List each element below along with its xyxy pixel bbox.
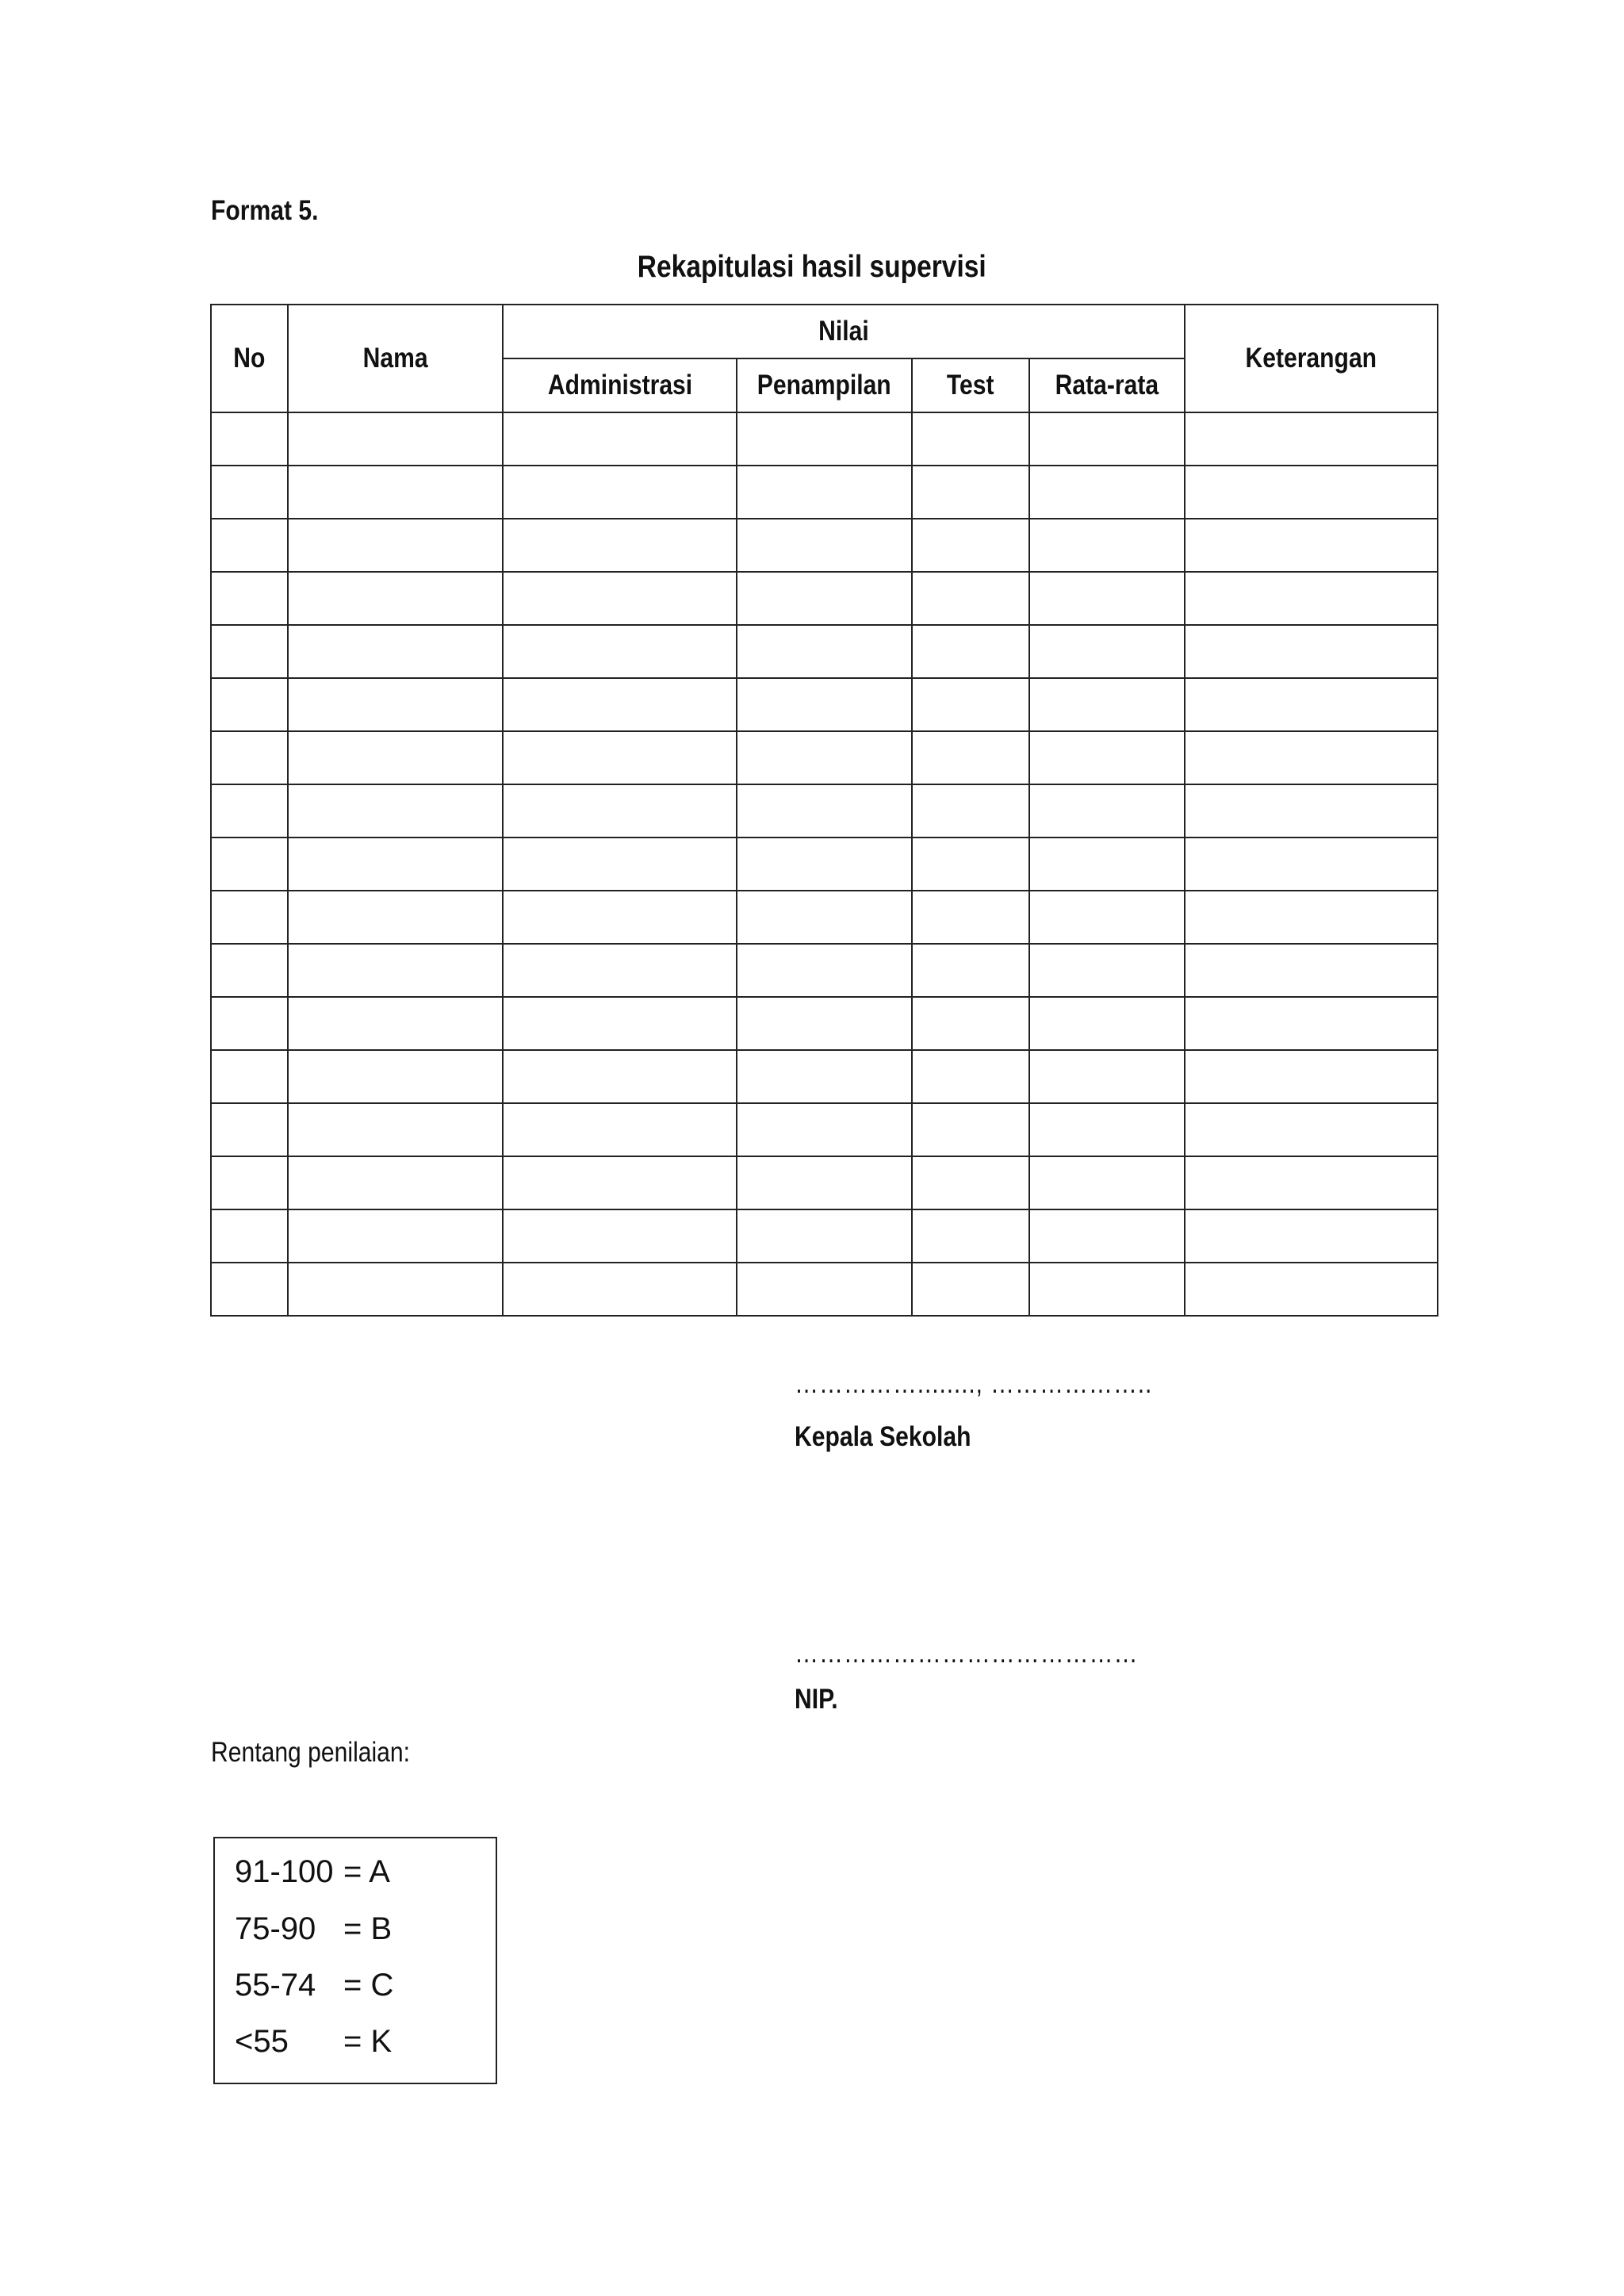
table-cell (1029, 784, 1185, 838)
table-row (211, 625, 1438, 678)
table-cell (912, 466, 1029, 519)
table-cell (503, 784, 737, 838)
table-cell (737, 678, 912, 731)
grading-range-label: Rentang penilaian: (211, 1737, 411, 1768)
table-cell (912, 838, 1029, 891)
table-cell (503, 519, 737, 572)
table-cell (912, 412, 1029, 466)
recap-table (210, 304, 1438, 1317)
table-cell (503, 1103, 737, 1156)
table-cell (737, 519, 912, 572)
table-cell (211, 731, 288, 784)
header-nilai: Nilai (503, 305, 1185, 358)
table-cell (288, 466, 503, 519)
table-cell (1029, 519, 1185, 572)
table-cell (1185, 572, 1438, 625)
date-place-line: ……………........, ……………….. (795, 1368, 1153, 1399)
table-cell (288, 944, 503, 997)
table-row (211, 1156, 1438, 1209)
table-cell (1029, 1209, 1185, 1263)
table-cell (737, 572, 912, 625)
grading-box (213, 1837, 497, 2084)
table-row (211, 784, 1438, 838)
table-cell (211, 1050, 288, 1103)
table-cell (1029, 891, 1185, 944)
table-cell (211, 997, 288, 1050)
table-cell (503, 1156, 737, 1209)
table-cell (912, 625, 1029, 678)
table-cell (1185, 1103, 1438, 1156)
table-body (211, 412, 1438, 1316)
table-cell (288, 997, 503, 1050)
table-cell (912, 784, 1029, 838)
table-cell (288, 572, 503, 625)
table-cell (211, 1156, 288, 1209)
grade-row (235, 1968, 393, 2003)
table-cell (288, 891, 503, 944)
table-cell (1185, 838, 1438, 891)
table-cell (737, 1156, 912, 1209)
table-cell (288, 1103, 503, 1156)
table-cell (737, 838, 912, 891)
table-cell (211, 891, 288, 944)
table-row (211, 1050, 1438, 1103)
table-row (211, 891, 1438, 944)
table-cell (1185, 784, 1438, 838)
table-cell (1029, 1263, 1185, 1316)
table-cell (737, 997, 912, 1050)
table-cell (1185, 678, 1438, 731)
table-cell (288, 678, 503, 731)
table-cell (288, 625, 503, 678)
table-cell (211, 1263, 288, 1316)
table-cell (288, 784, 503, 838)
table-cell (912, 997, 1029, 1050)
grade-row (235, 1911, 392, 1947)
table-cell (1185, 731, 1438, 784)
header-test: Test (912, 358, 1029, 412)
table-cell (737, 1103, 912, 1156)
table-cell (912, 1156, 1029, 1209)
table-cell (1029, 466, 1185, 519)
table-cell (1185, 519, 1438, 572)
table-cell (1185, 466, 1438, 519)
page-title: Rekapitulasi hasil supervisi (638, 250, 986, 284)
nip-label: NIP. (795, 1684, 838, 1715)
table-cell (211, 944, 288, 997)
table-cell (737, 731, 912, 784)
table-row (211, 731, 1438, 784)
table-cell (288, 731, 503, 784)
table-cell (503, 891, 737, 944)
table-cell (211, 838, 288, 891)
table-cell (1029, 997, 1185, 1050)
table-cell (288, 412, 503, 466)
table-cell (737, 412, 912, 466)
table-cell (1029, 412, 1185, 466)
table-cell (1185, 1156, 1438, 1209)
table-cell (1029, 572, 1185, 625)
grade-range: 75-90 (235, 1911, 316, 1946)
table-cell (288, 519, 503, 572)
table-cell (1029, 731, 1185, 784)
table-row (211, 1103, 1438, 1156)
table-cell (1185, 1209, 1438, 1263)
table-cell (211, 1209, 288, 1263)
table-row (211, 412, 1438, 466)
table-cell (912, 1209, 1029, 1263)
principal-label: Kepala Sekolah (795, 1421, 971, 1452)
table-cell (503, 678, 737, 731)
header-nama: Nama (288, 305, 503, 412)
table-cell (503, 838, 737, 891)
table-cell (912, 731, 1029, 784)
table-cell (737, 1209, 912, 1263)
table-cell (737, 944, 912, 997)
grade-letter: = A (343, 1854, 390, 1889)
table-cell (1029, 625, 1185, 678)
table-cell (503, 1050, 737, 1103)
table-row (211, 944, 1438, 997)
table-cell (503, 412, 737, 466)
header-rata-rata: Rata-rata (1029, 358, 1185, 412)
table-cell (737, 625, 912, 678)
grade-letter: = C (343, 1968, 394, 2003)
table-cell (288, 1156, 503, 1209)
table-cell (1029, 1050, 1185, 1103)
table-cell (211, 412, 288, 466)
table-cell (912, 1103, 1029, 1156)
table-cell (737, 466, 912, 519)
header-keterangan: Keterangan (1185, 305, 1438, 412)
header-penampilan: Penampilan (737, 358, 912, 412)
table-cell (211, 572, 288, 625)
table-cell (737, 1050, 912, 1103)
table-cell (737, 891, 912, 944)
grade-letter: = K (343, 2024, 393, 2059)
table-cell (503, 997, 737, 1050)
table-cell (1185, 997, 1438, 1050)
grade-range: <55 (235, 2024, 289, 2059)
table-cell (1029, 678, 1185, 731)
table-cell (1185, 1050, 1438, 1103)
table-cell (503, 625, 737, 678)
table-cell (1029, 944, 1185, 997)
grade-range: 91-100 (235, 1854, 334, 1889)
table-cell (288, 1209, 503, 1263)
table-row (211, 838, 1438, 891)
format-label: Format 5. (211, 195, 319, 226)
table-cell (1185, 1263, 1438, 1316)
grade-range: 55-74 (235, 1968, 316, 2003)
table-row (211, 678, 1438, 731)
table-cell (288, 1050, 503, 1103)
table-cell (1029, 1156, 1185, 1209)
table-cell (211, 466, 288, 519)
table-cell (912, 1050, 1029, 1103)
table-cell (912, 678, 1029, 731)
table-cell (912, 572, 1029, 625)
table-row (211, 997, 1438, 1050)
table-row (211, 1263, 1438, 1316)
table-cell (211, 625, 288, 678)
table-cell (211, 784, 288, 838)
table-cell (1029, 1103, 1185, 1156)
table-cell (1185, 412, 1438, 466)
table-cell (1185, 944, 1438, 997)
table-cell (288, 838, 503, 891)
table-cell (912, 1263, 1029, 1316)
table-cell (1185, 625, 1438, 678)
table-cell (211, 1103, 288, 1156)
table-cell (1185, 891, 1438, 944)
grade-row (235, 1854, 390, 1890)
table-cell (912, 891, 1029, 944)
table-cell (1029, 838, 1185, 891)
grade-letter: = B (343, 1911, 393, 1946)
table-cell (211, 519, 288, 572)
table-cell (503, 1209, 737, 1263)
table-cell (912, 944, 1029, 997)
table-cell (737, 1263, 912, 1316)
table-cell (503, 731, 737, 784)
table-cell (737, 784, 912, 838)
table-cell (211, 678, 288, 731)
table-row (211, 572, 1438, 625)
signature-name-line: …………………………………… (795, 1638, 1139, 1669)
table-row (211, 519, 1438, 572)
table-cell (912, 519, 1029, 572)
table-row (211, 466, 1438, 519)
table-cell (503, 1263, 737, 1316)
table-cell (503, 572, 737, 625)
table-row (211, 1209, 1438, 1263)
table-cell (503, 466, 737, 519)
header-administrasi: Administrasi (503, 358, 737, 412)
grade-row (235, 2024, 392, 2060)
table-cell (288, 1263, 503, 1316)
table-cell (503, 944, 737, 997)
header-no: No (211, 305, 288, 412)
